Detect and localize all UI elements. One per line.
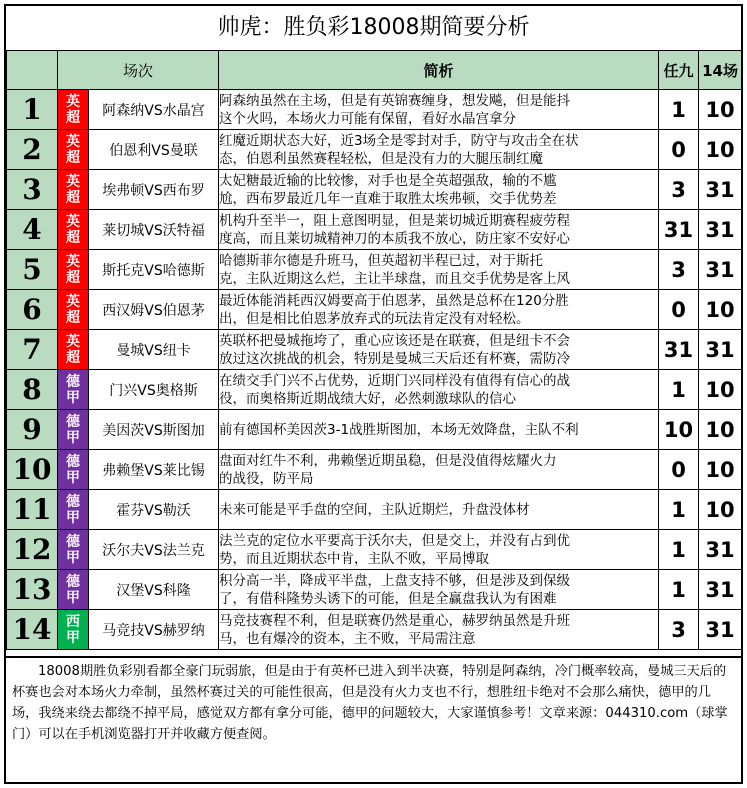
pick-r9: 1 <box>659 90 699 130</box>
pick-r9: 3 <box>659 610 699 650</box>
analysis-line: 盘面对红牛不利，弗赖堡近期虽稳，但是没值得炫耀火力 <box>219 452 557 469</box>
pick-r14: 31 <box>699 530 742 570</box>
league-char: 西 <box>66 613 80 630</box>
row-number: 7 <box>7 330 58 370</box>
pick-r14: 10 <box>699 370 742 410</box>
table-row <box>7 250 742 290</box>
analysis-line: 役，而奥格斯近期战绩大好，必然刺激球队的信心 <box>219 390 517 407</box>
league-char: 英 <box>66 133 80 150</box>
analysis-text <box>219 490 659 530</box>
analysis-line: 前有德国杯美因茨3-1战胜斯图加，本场无效降盘，主队不利 <box>219 421 579 438</box>
league-char: 德 <box>66 373 80 390</box>
page-title: 帅虎：胜负彩18008期简要分析 <box>6 6 741 52</box>
league-badge <box>58 570 89 610</box>
pick-r9: 0 <box>659 130 699 170</box>
analysis-text <box>219 530 659 570</box>
pick-r9: 1 <box>659 570 699 610</box>
match-name: 西汉姆VS伯恩茅 <box>89 290 219 330</box>
row-number: 3 <box>7 170 58 210</box>
league-char: 超 <box>66 269 80 286</box>
analysis-line: 太妃糖最近输的比较惨，对手也是全英超强敌，输的不尴 <box>219 172 557 189</box>
pick-r14: 10 <box>699 490 742 530</box>
analysis-sheet <box>4 4 743 784</box>
analysis-line: 态，伯恩利虽然赛程轻松，但是没有力的大腿压制红魔 <box>219 150 544 167</box>
match-name: 伯恩利VS曼联 <box>89 130 219 170</box>
league-badge <box>58 170 89 210</box>
table-row <box>7 490 742 530</box>
pick-r9: 1 <box>659 530 699 570</box>
analysis-line: 未来可能是平手盘的空间，主队近期烂，升盘没体材 <box>219 501 530 518</box>
analysis-line: 势，而且近期状态中肯，主队不败，平局博取 <box>219 550 490 567</box>
match-name: 曼城VS纽卡 <box>89 330 219 370</box>
analysis-line: 在绩交手门兴不占优势，近期门兴同样没有值得有信心的战 <box>219 372 571 389</box>
pick-r14: 31 <box>699 330 742 370</box>
league-char: 超 <box>66 229 80 246</box>
pick-r9: 1 <box>659 490 699 530</box>
league-badge <box>58 210 89 250</box>
table-row <box>7 450 742 490</box>
league-char: 甲 <box>66 589 80 606</box>
table-row <box>7 610 742 650</box>
league-char: 德 <box>66 533 80 550</box>
table-row <box>7 90 742 130</box>
league-badge <box>58 530 89 570</box>
header-number-cell <box>7 51 58 90</box>
league-char: 英 <box>66 173 80 190</box>
league-char: 超 <box>66 189 80 206</box>
analysis-line: 英联杯把曼城拖垮了，重心应该还是在联赛，但是纽卡不会 <box>219 332 571 349</box>
analysis-line: 法兰克的定位水平要高于沃尔夫，但是交上，并没有占到优 <box>219 532 571 549</box>
analysis-text <box>219 450 659 490</box>
row-number: 14 <box>7 610 58 650</box>
analysis-text <box>219 410 659 450</box>
analysis-text <box>219 330 659 370</box>
league-char: 甲 <box>66 549 80 566</box>
analysis-text <box>219 370 659 410</box>
table-row <box>7 130 742 170</box>
pick-r9: 0 <box>659 450 699 490</box>
analysis-text <box>219 250 659 290</box>
row-number: 4 <box>7 210 58 250</box>
pick-r14: 10 <box>699 130 742 170</box>
league-char: 英 <box>66 253 80 270</box>
analysis-text <box>219 170 659 210</box>
match-name: 沃尔夫VS法兰克 <box>89 530 219 570</box>
league-badge <box>58 90 89 130</box>
analysis-line: 尬，西布罗最近几年一直难于取胜太埃弗顿，交手优势差 <box>219 190 557 207</box>
table-row <box>7 170 742 210</box>
pick-r14: 10 <box>699 290 742 330</box>
row-number: 6 <box>7 290 58 330</box>
league-badge <box>58 410 89 450</box>
league-char: 英 <box>66 333 80 350</box>
analysis-text <box>219 90 659 130</box>
pick-r14: 31 <box>699 210 742 250</box>
league-char: 甲 <box>66 509 80 526</box>
match-name: 莱切城VS沃特福 <box>89 210 219 250</box>
analysis-line: 哈德斯菲尔德是升班马，但英超初半程已过，对于斯托 <box>219 252 544 269</box>
league-badge <box>58 450 89 490</box>
header-r14: 14场 <box>699 51 742 90</box>
footer-summary: 18008期胜负彩别看都全豪门玩弱旅，但是由于有英杯已进入到半决赛，特别是阿森纳，冷门概率较高，曼城三天后的杯赛也会对本场火力牵制，虽然杯赛过关的可能性很高，但是没有火力支也不行，想胜纽卡绝对不会那么痛快，德甲的几场，我绕来绕去都绕不掉平局，感觉双方都有拿分可能，德甲的问题较大，大家谨慎参考！文章来源：044310.com（球掌门）可以在手机浏览器打开并收藏方便查阅。 <box>6 656 741 782</box>
match-name: 斯托克VS哈德斯 <box>89 250 219 290</box>
analysis-text <box>219 610 659 650</box>
league-char: 甲 <box>66 469 80 486</box>
league-char: 超 <box>66 109 80 126</box>
match-name: 马竞技VS赫罗纳 <box>89 610 219 650</box>
league-badge <box>58 610 89 650</box>
row-number: 1 <box>7 90 58 130</box>
pick-r9: 31 <box>659 330 699 370</box>
league-badge <box>58 330 89 370</box>
row-number: 10 <box>7 450 58 490</box>
analysis-text <box>219 570 659 610</box>
row-number: 9 <box>7 410 58 450</box>
match-table <box>6 50 742 650</box>
analysis-text <box>219 130 659 170</box>
pick-r14: 10 <box>699 410 742 450</box>
analysis-line: 最近体能消耗西汉姆要高于伯恩茅，虽然是总杯在120分胜 <box>219 292 569 309</box>
match-name: 霍芬VS勒沃 <box>89 490 219 530</box>
league-badge <box>58 130 89 170</box>
header-r9: 任九 <box>659 51 699 90</box>
row-number: 8 <box>7 370 58 410</box>
league-char: 德 <box>66 493 80 510</box>
row-number: 12 <box>7 530 58 570</box>
row-number: 11 <box>7 490 58 530</box>
analysis-line: 出，但是相比伯恩茅放弃式的玩法肯定没有对轻松。 <box>219 310 530 327</box>
league-char: 甲 <box>66 429 80 446</box>
analysis-line: 度高，而且莱切城精神刀的本质我不放心，防庄家不安好心 <box>219 230 571 247</box>
match-name: 汉堡VS科隆 <box>89 570 219 610</box>
pick-r9: 31 <box>659 210 699 250</box>
analysis-text <box>219 210 659 250</box>
pick-r14: 31 <box>699 570 742 610</box>
league-char: 超 <box>66 149 80 166</box>
analysis-line: 积分高一半，降成平半盘，上盘支持不够，但是涉及到保级 <box>219 572 571 589</box>
match-name: 美因茨VS斯图加 <box>89 410 219 450</box>
analysis-line: 克，主队近期这么烂，主让半球盘，而且交手优势是客上风 <box>219 270 571 287</box>
analysis-line: 阿森纳虽然在主场，但是有英锦赛缠身，想发飚，但是能抖 <box>219 92 571 109</box>
league-char: 超 <box>66 349 80 366</box>
row-number: 2 <box>7 130 58 170</box>
pick-r9: 10 <box>659 410 699 450</box>
league-char: 德 <box>66 413 80 430</box>
pick-r14: 10 <box>699 450 742 490</box>
league-char: 超 <box>66 309 80 326</box>
league-badge <box>58 250 89 290</box>
league-badge <box>58 290 89 330</box>
league-char: 英 <box>66 213 80 230</box>
league-char: 甲 <box>66 389 80 406</box>
league-char: 英 <box>66 293 80 310</box>
analysis-line: 这个火吗，本场火力可能有保留，看好水晶宫拿分 <box>219 110 517 127</box>
match-name: 阿森纳VS水晶宫 <box>89 90 219 130</box>
header-analysis: 简析 <box>219 51 659 90</box>
pick-r9: 1 <box>659 370 699 410</box>
league-char: 甲 <box>66 629 80 646</box>
analysis-line: 马竞技赛程不利，但是联赛仍然是重心，赫罗纳虽然是升班 <box>219 612 571 629</box>
table-row <box>7 570 742 610</box>
row-number: 13 <box>7 570 58 610</box>
league-badge <box>58 370 89 410</box>
table-row <box>7 330 742 370</box>
match-name: 埃弗顿VS西布罗 <box>89 170 219 210</box>
match-name: 弗赖堡VS莱比锡 <box>89 450 219 490</box>
analysis-line: 红魔近期状态大好，近3场全是零封对手，防守与攻击全在状 <box>219 132 579 149</box>
analysis-line: 了，有借科隆势头诱下的可能，但是全赢盘我认为有困难 <box>219 590 557 607</box>
league-char: 德 <box>66 453 80 470</box>
pick-r14: 31 <box>699 610 742 650</box>
table-row <box>7 410 742 450</box>
match-name: 门兴VS奥格斯 <box>89 370 219 410</box>
table-row <box>7 370 742 410</box>
league-char: 德 <box>66 573 80 590</box>
league-char: 英 <box>66 93 80 110</box>
row-number: 5 <box>7 250 58 290</box>
analysis-line: 马，也有爆冷的资本，主不败，平局需注意 <box>219 630 476 647</box>
pick-r14: 31 <box>699 170 742 210</box>
table-row <box>7 210 742 250</box>
pick-r9: 3 <box>659 250 699 290</box>
pick-r14: 10 <box>699 90 742 130</box>
analysis-line: 机构升至半一，阻上意图明显，但是莱切城近期赛程疲劳程 <box>219 212 571 229</box>
pick-r9: 0 <box>659 290 699 330</box>
analysis-line: 的战役，防平局 <box>219 470 314 487</box>
table-row <box>7 530 742 570</box>
pick-r14: 31 <box>699 250 742 290</box>
analysis-text <box>219 290 659 330</box>
header-match: 场次 <box>58 51 219 90</box>
table-row <box>7 290 742 330</box>
pick-r9: 3 <box>659 170 699 210</box>
league-badge <box>58 490 89 530</box>
table-header-row <box>7 51 742 90</box>
analysis-line: 放过这次挑战的机会，特别是曼城三天后还有杯赛，需防冷 <box>219 350 571 367</box>
